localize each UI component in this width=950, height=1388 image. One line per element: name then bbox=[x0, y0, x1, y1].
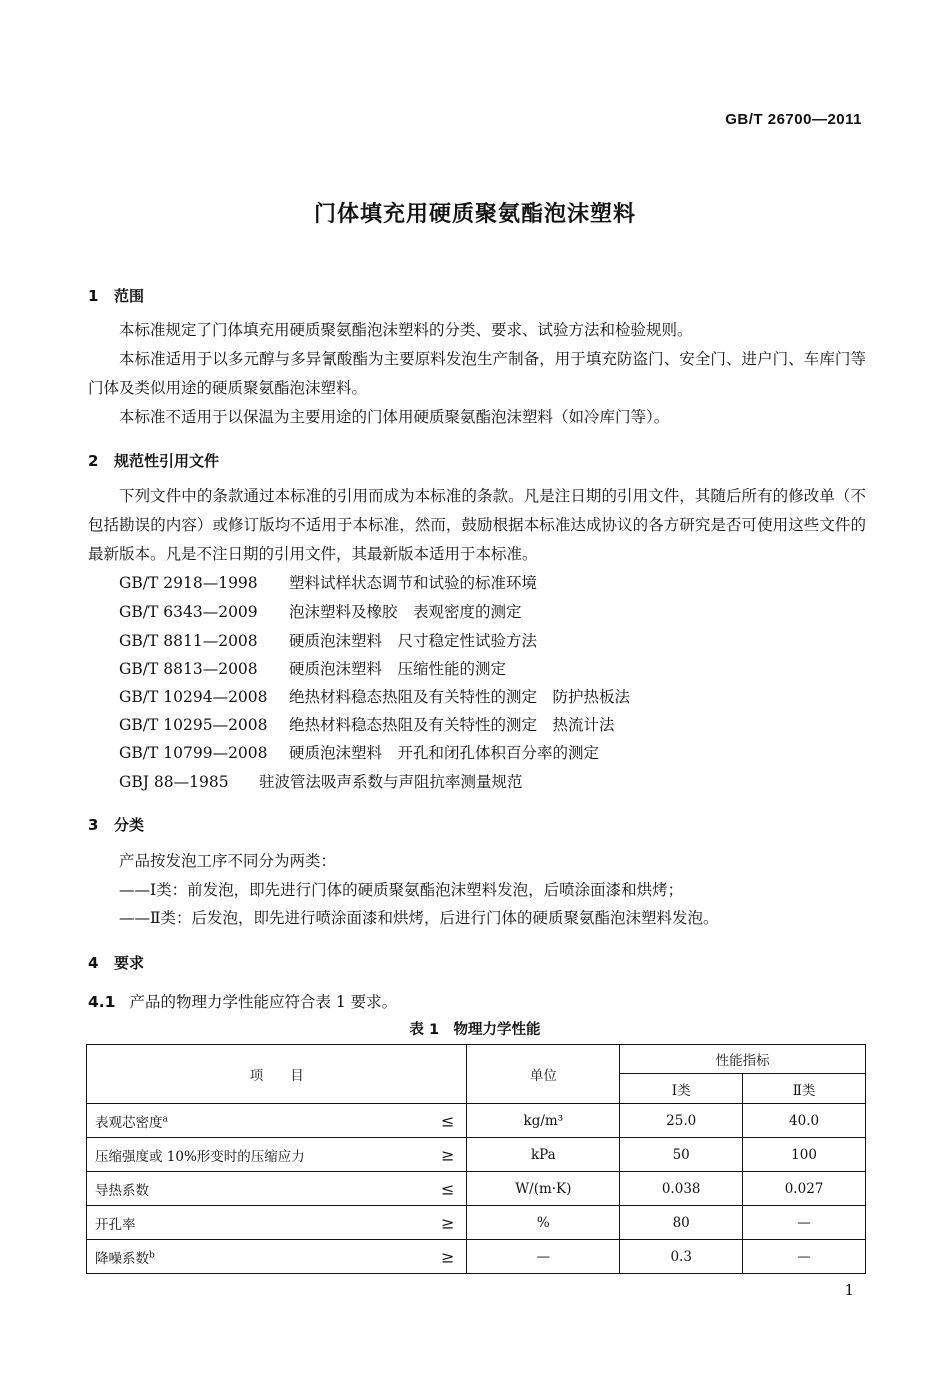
section-number: 3 bbox=[88, 816, 99, 834]
section-title: 要求 bbox=[114, 954, 145, 972]
paragraph: 本标准规定了门体填充用硬质聚氨酯泡沫塑料的分类、要求、试验方法和检验规则。 bbox=[119, 321, 693, 339]
section-number: 2 bbox=[88, 452, 99, 470]
reference-item bbox=[119, 683, 630, 712]
table-row bbox=[87, 1240, 866, 1274]
reference-code: GB/T 6343—2009 bbox=[119, 603, 258, 621]
classification-intro: 产品按发泡工序不同分为两类： bbox=[119, 852, 337, 870]
section-title: 分类 bbox=[114, 816, 145, 834]
paragraph: 本标准不适用于以保温为主要用途的门体用硬质聚氨酯泡沫塑料（如冷库门等）。 bbox=[119, 408, 670, 426]
comparison-operator: ≥ bbox=[441, 1213, 455, 1232]
header-class-2: Ⅱ类 bbox=[743, 1074, 866, 1104]
reference-title: 硬质泡沫塑料 尺寸稳定性试验方法 bbox=[289, 632, 538, 650]
section-3-heading bbox=[88, 814, 144, 835]
standard-code: GB/T 26700—2011 bbox=[725, 111, 862, 128]
header-unit: 单位 bbox=[467, 1045, 620, 1104]
item-cell bbox=[87, 1240, 467, 1274]
reference-title: 绝热材料稳态热阻及有关特性的测定 防护热板法 bbox=[289, 688, 631, 706]
item-cell bbox=[87, 1104, 467, 1138]
item-name: 降噪系数 bbox=[95, 1250, 149, 1267]
reference-title: 硬质泡沫塑料 压缩性能的测定 bbox=[289, 660, 507, 678]
section-number: 4 bbox=[88, 954, 99, 972]
classification-item: ——Ⅱ类：后发泡，即先进行喷涂面漆和烘烤，后进行门体的硬质聚氨酯泡沫塑料发泡。 bbox=[119, 909, 719, 927]
document-title: 门体填充用硬质聚氨酯泡沫塑料 bbox=[313, 202, 636, 227]
value-class-2: 100 bbox=[743, 1138, 866, 1172]
value-class-1: 0.3 bbox=[620, 1240, 743, 1274]
comparison-operator: ≥ bbox=[441, 1145, 455, 1164]
page-number: 1 bbox=[844, 1281, 854, 1299]
comparison-operator: ≤ bbox=[441, 1111, 455, 1130]
reference-title: 绝热材料稳态热阻及有关特性的测定 热流计法 bbox=[289, 716, 615, 734]
paragraph: 本标准适用于以多元醇与多异氰酸酯为主要原料发泡生产制备，用于填充防盗门、安全门、进户门、车库门等门体及类似用途的硬质聚氨酯泡沫塑料。 bbox=[88, 350, 866, 397]
reference-code: GB/T 10295—2008 bbox=[119, 716, 268, 734]
item-cell bbox=[87, 1172, 467, 1206]
item-name: 压缩强度或 10%形变时的压缩应力 bbox=[95, 1148, 305, 1165]
reference-title: 泡沫塑料及橡胶 表观密度的测定 bbox=[289, 603, 522, 621]
clause-number: 4.1 bbox=[88, 993, 116, 1011]
table-row bbox=[87, 1206, 866, 1240]
value-class-1: 80 bbox=[620, 1206, 743, 1240]
unit-cell: % bbox=[467, 1206, 620, 1240]
comparison-operator: ≤ bbox=[441, 1179, 455, 1198]
unit-cell: W/(m·K) bbox=[467, 1172, 620, 1206]
item-name: 表观芯密度 bbox=[95, 1114, 163, 1131]
paragraph: 下列文件中的条款通过本标准的引用而成为本标准的条款。凡是注日期的引用文件，其随后所有的修改单（不包括勘误的内容）或修订版均不适用于本标准，然而，鼓励根据本标准达成协议的各方研究是否可使用这些文件的最新版本。凡是不注日期的引用文件，其最新版本适用于本标准。 bbox=[88, 487, 866, 563]
reference-item bbox=[119, 569, 537, 598]
properties-table bbox=[86, 1044, 866, 1274]
reference-title: 驻波管法吸声系数与声阻抗率测量规范 bbox=[259, 773, 523, 791]
section-title: 规范性引用文件 bbox=[114, 452, 220, 470]
unit-cell: kPa bbox=[467, 1138, 620, 1172]
item-name: 开孔率 bbox=[95, 1216, 136, 1233]
unit-cell: kg/m³ bbox=[467, 1104, 620, 1138]
section-1-heading bbox=[88, 285, 144, 306]
value-class-2: — bbox=[743, 1206, 866, 1240]
value-class-1: 50 bbox=[620, 1138, 743, 1172]
value-class-1: 25.0 bbox=[620, 1104, 743, 1138]
reference-item bbox=[119, 627, 537, 656]
section-2-heading bbox=[88, 450, 219, 471]
unit-cell: — bbox=[467, 1240, 620, 1274]
reference-code: GB/T 2918—1998 bbox=[119, 574, 258, 592]
reference-code: GBJ 88—1985 bbox=[119, 773, 229, 791]
section-number: 1 bbox=[88, 287, 99, 305]
reference-item bbox=[119, 711, 615, 740]
reference-item bbox=[119, 598, 522, 627]
table-caption: 表 1 物理力学性能 bbox=[409, 1022, 541, 1038]
reference-code: GB/T 10294—2008 bbox=[119, 688, 268, 706]
clause-4-1 bbox=[88, 990, 397, 1012]
comparison-operator: ≥ bbox=[441, 1247, 455, 1266]
table-row bbox=[87, 1104, 866, 1138]
table-row bbox=[87, 1172, 866, 1206]
value-class-2: 0.027 bbox=[743, 1172, 866, 1206]
reference-item bbox=[119, 768, 523, 797]
header-performance: 性能指标 bbox=[620, 1045, 866, 1074]
reference-item bbox=[119, 739, 599, 768]
reference-item bbox=[119, 655, 506, 684]
reference-code: GB/T 8813—2008 bbox=[119, 660, 258, 678]
header-item: 项 目 bbox=[87, 1045, 467, 1104]
footnote-mark: a bbox=[162, 1114, 168, 1124]
value-class-1: 0.038 bbox=[620, 1172, 743, 1206]
item-cell bbox=[87, 1138, 467, 1172]
reference-title: 塑料试样状态调节和试验的标准环境 bbox=[289, 574, 538, 592]
item-cell bbox=[87, 1206, 467, 1240]
section-title: 范围 bbox=[114, 287, 145, 305]
footnote-mark: b bbox=[149, 1250, 155, 1260]
classification-item: ——Ⅰ类：前发泡，即先进行门体的硬质聚氨酯泡沫塑料发泡，后喷涂面漆和烘烤； bbox=[119, 881, 684, 899]
section-4-heading bbox=[88, 952, 144, 973]
clause-text: 产品的物理力学性能应符合表 1 要求。 bbox=[129, 993, 398, 1011]
reference-code: GB/T 8811—2008 bbox=[119, 632, 258, 650]
table-row bbox=[87, 1138, 866, 1172]
item-name: 导热系数 bbox=[95, 1182, 149, 1199]
reference-title: 硬质泡沫塑料 开孔和闭孔体积百分率的测定 bbox=[289, 744, 600, 762]
reference-code: GB/T 10799—2008 bbox=[119, 744, 268, 762]
header-class-1: Ⅰ类 bbox=[620, 1074, 743, 1104]
value-class-2: 40.0 bbox=[743, 1104, 866, 1138]
value-class-2: — bbox=[743, 1240, 866, 1274]
